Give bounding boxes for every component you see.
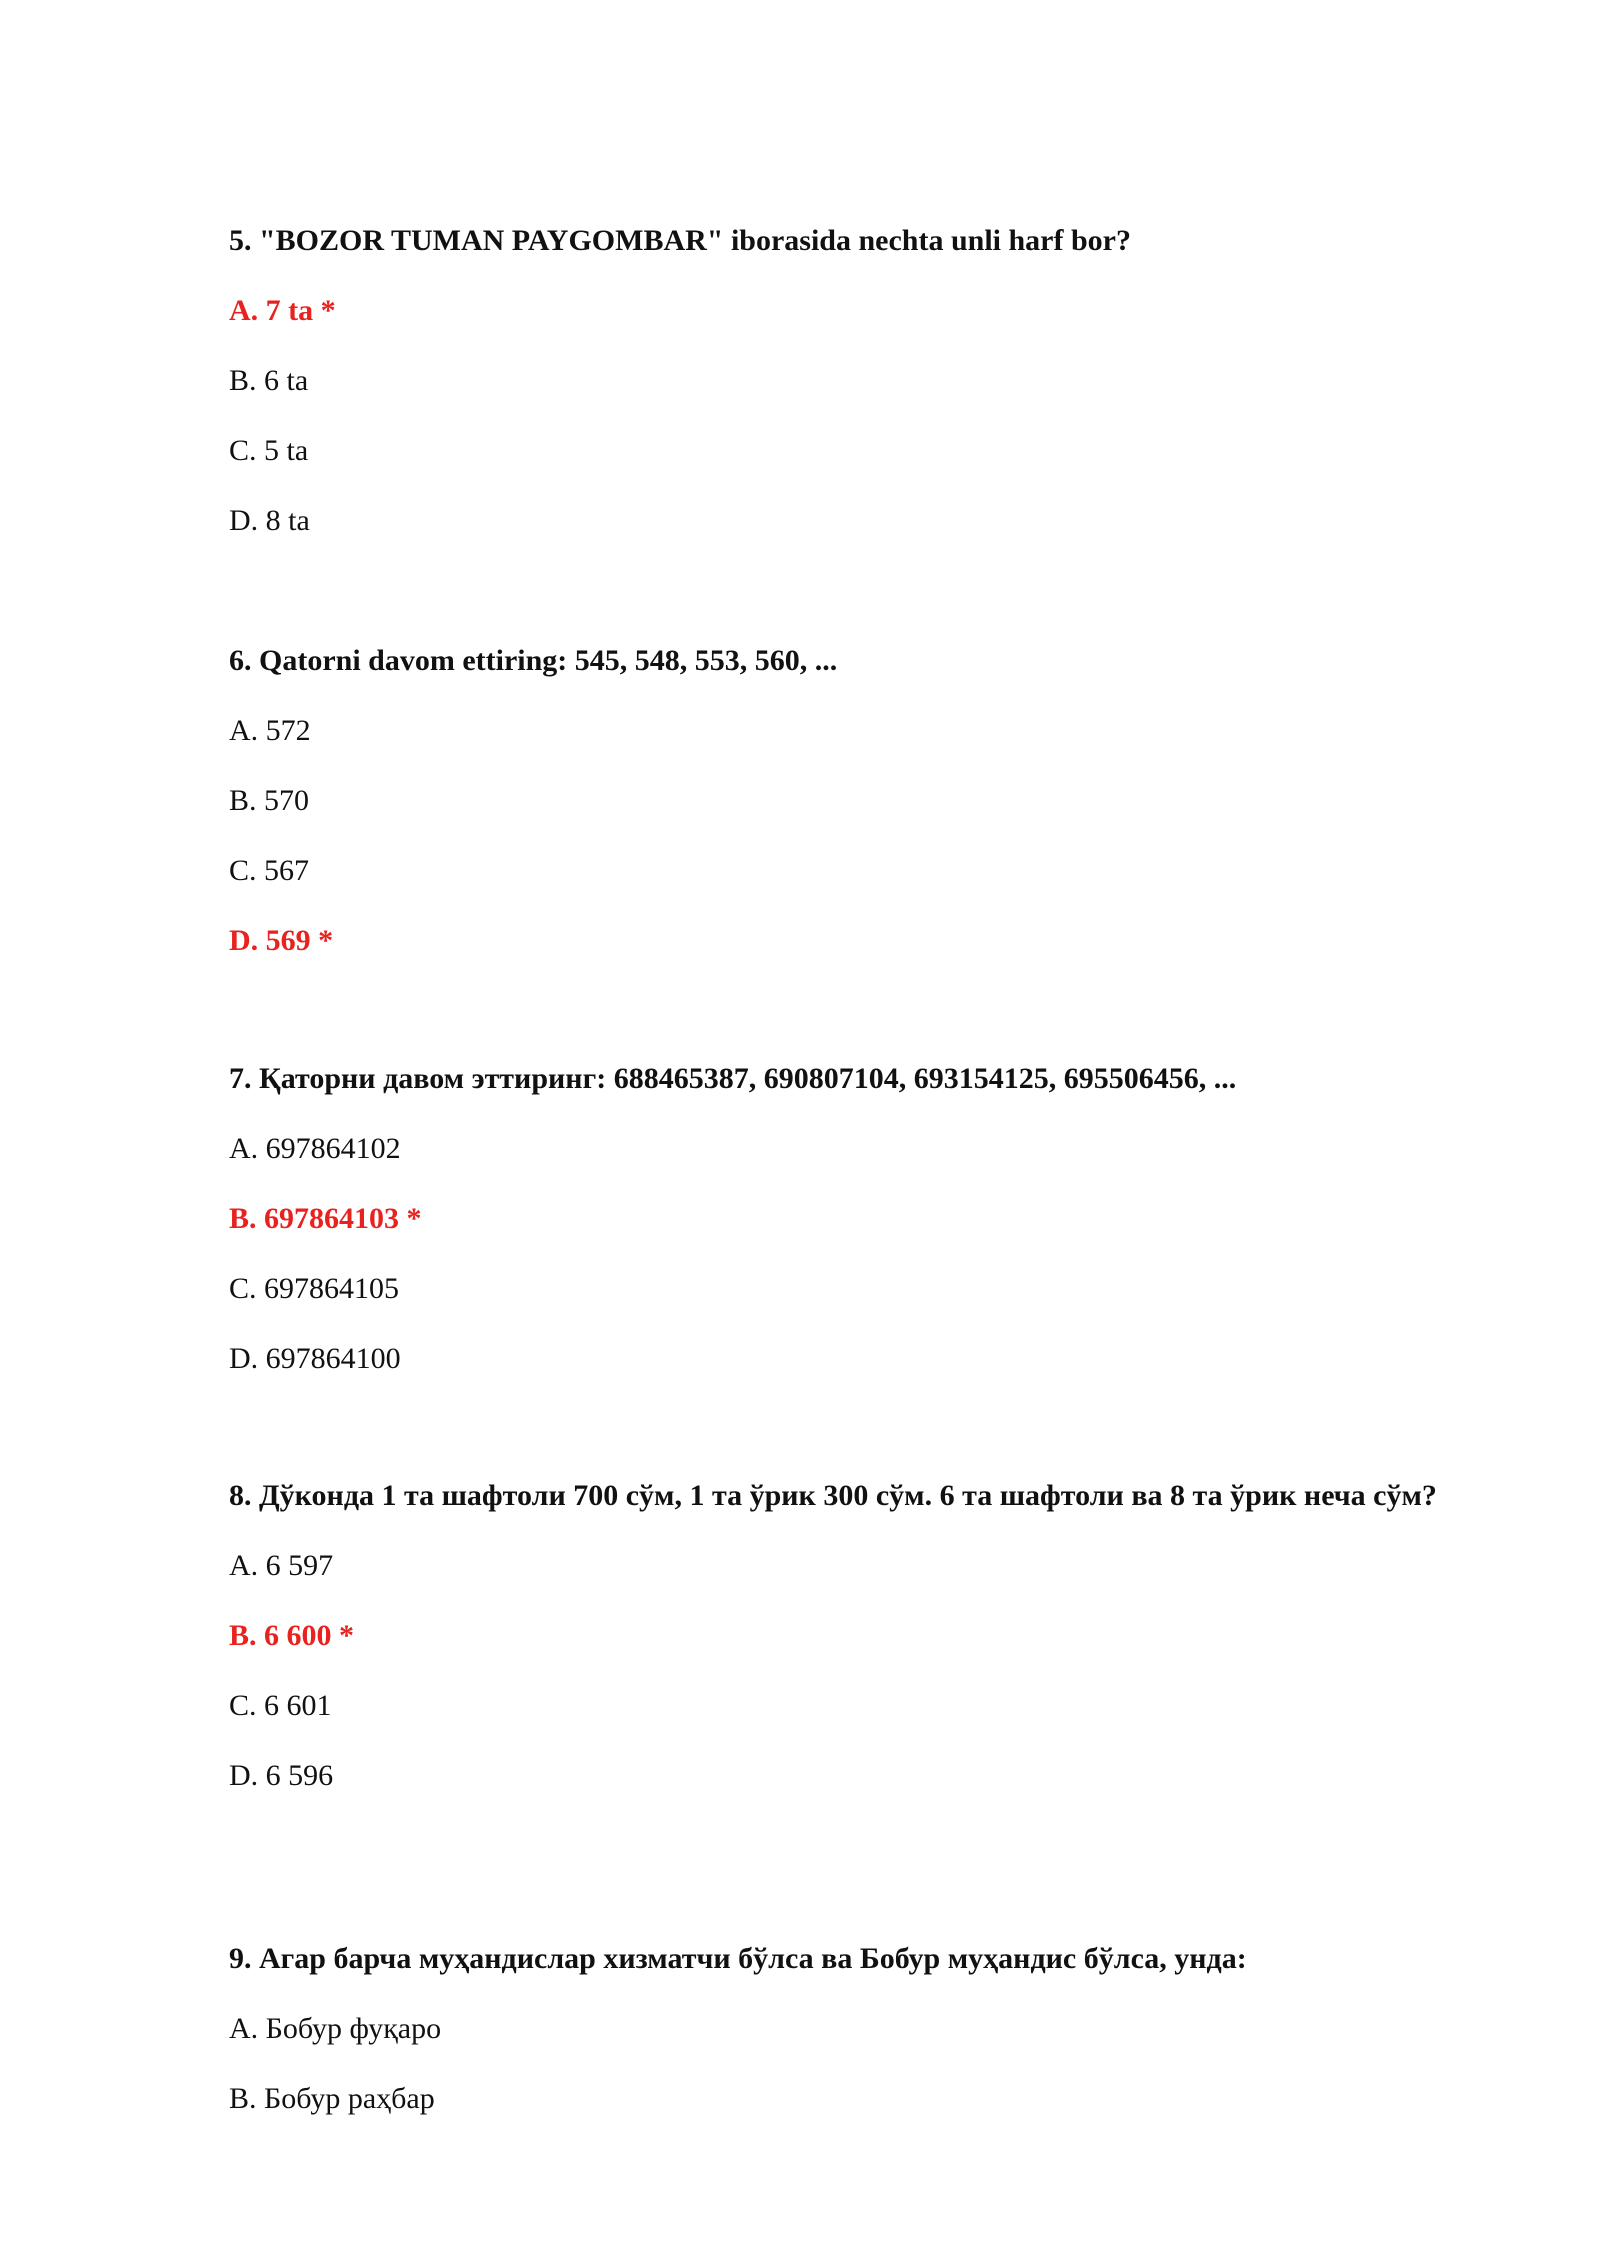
- option: C. 567: [229, 854, 310, 887]
- option: C. 5 ta: [229, 434, 309, 467]
- option-list: [229, 289, 1479, 543]
- option: B. Бобур раҳбар: [229, 2082, 435, 2115]
- question-5: [229, 219, 1479, 543]
- option: D. 6 596: [229, 1759, 334, 1792]
- question-text: 5. "BOZOR TUMAN PAYGOMBAR" iborasida nechta unli harf bor?: [229, 224, 1131, 257]
- question-text: 8. Дўконда 1 та шафтоли 700 сўм, 1 та ўрик 300 сўм. 6 та шафтоли ва 8 та ўрик неча сўм?: [229, 1479, 1437, 1512]
- option-list: [229, 1127, 1479, 1381]
- question-7: [229, 1057, 1479, 1381]
- option: A. Бобур фуқаро: [229, 2012, 442, 2045]
- option-list: [229, 1544, 1479, 1798]
- option: C. 697864105: [229, 1272, 400, 1305]
- option: D. 697864100: [229, 1342, 401, 1375]
- question-8: [229, 1474, 1479, 1798]
- option-correct: B. 6 600 *: [229, 1619, 355, 1652]
- option-list: [229, 709, 1479, 963]
- question-6: [229, 639, 1479, 963]
- option: B. 6 ta: [229, 364, 309, 397]
- question-text: 9. Агар барча муҳандислар хизматчи бўлса ва Бобур муҳандис бўлса, унда:: [229, 1942, 1247, 1975]
- question-text: 7. Қаторни давом эттиринг: 688465387, 690807104, 693154125, 695506456, ...: [229, 1062, 1237, 1095]
- option: C. 6 601: [229, 1689, 332, 1722]
- question-text: 6. Qatorni davom ettiring: 545, 548, 553, 560, ...: [229, 644, 838, 677]
- option-correct: B. 697864103 *: [229, 1202, 422, 1235]
- option-list: [229, 2007, 1479, 2121]
- question-9: [229, 1937, 1479, 2121]
- option: B. 570: [229, 784, 310, 817]
- option: A. 6 597: [229, 1549, 334, 1582]
- option-correct: D. 569 *: [229, 924, 334, 957]
- option: A. 697864102: [229, 1132, 401, 1165]
- option: A. 572: [229, 714, 311, 747]
- option-correct: A. 7 ta *: [229, 294, 336, 327]
- option: D. 8 ta: [229, 504, 310, 537]
